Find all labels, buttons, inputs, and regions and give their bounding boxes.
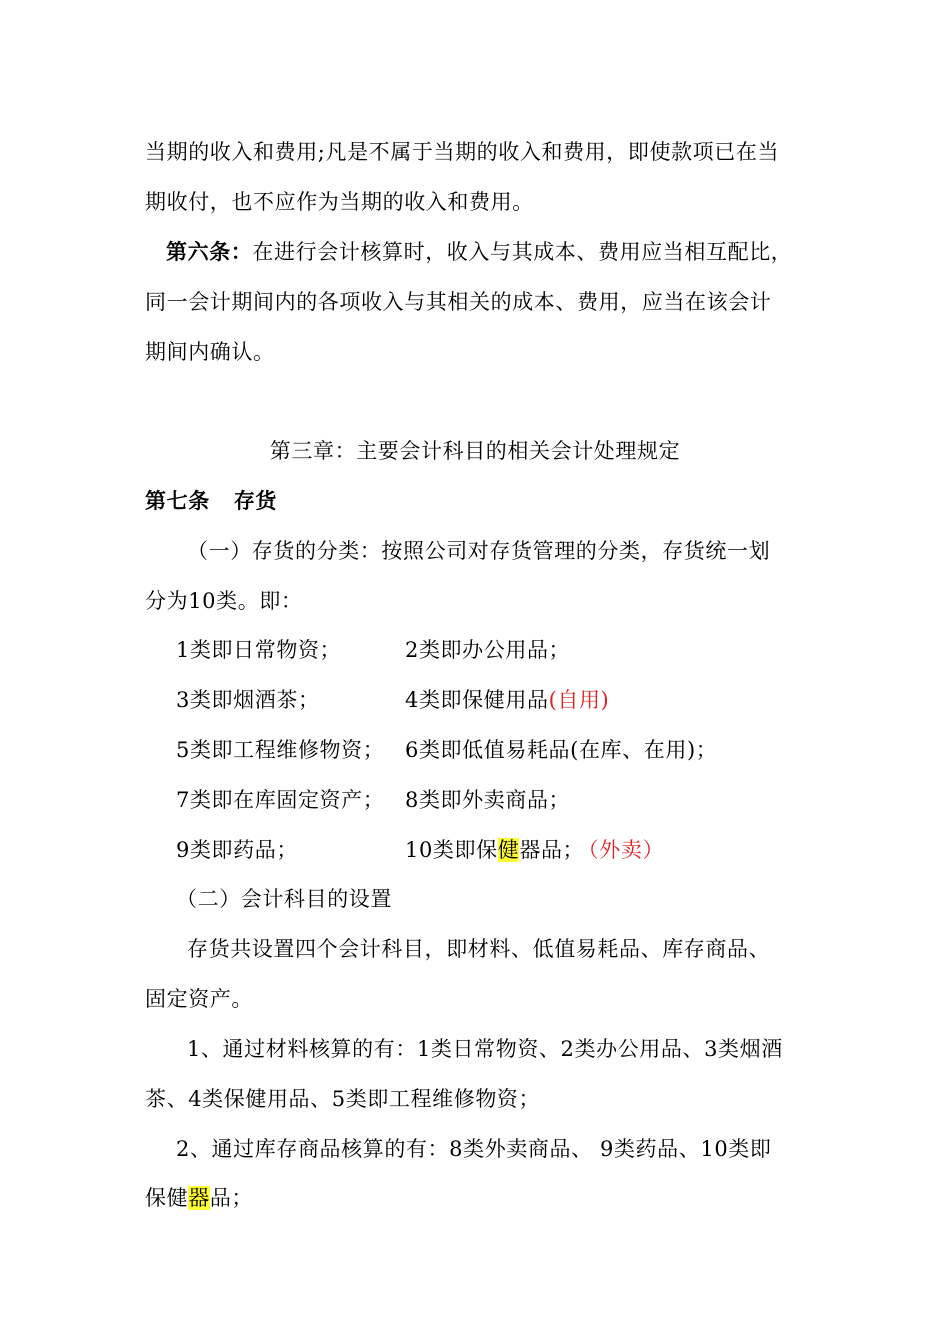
item2-text-b: 品； [209,1186,254,1210]
category-10-highlight: 健 [497,838,520,862]
article6-label: 第六条： [166,239,253,264]
section2-heading: （二）会计科目的设置 [176,887,392,911]
section1-line1: （一）存货的分类：按照公司对存货管理的分类，存货统一划 [187,539,771,563]
item2-highlight: 器 [188,1186,210,1210]
category-8: 8类即外卖商品； [405,788,571,812]
category-2: 2类即办公用品； [405,638,571,662]
item1-line1: 1、通过材料核算的有：1类日常物资、2类办公用品、3类烟酒 [187,1037,783,1061]
article7-heading [145,486,277,516]
para1-line2: 期收付，也不应作为当期的收入和费用。 [145,190,534,214]
category-9: 9类即药品； [176,838,298,862]
item2-text-a: 保健 [145,1186,189,1210]
category-10-text-b: 器品； [519,838,585,862]
category-7: 7类即在库固定资产； [176,788,385,812]
item1-line2: 茶、4类保健用品、5类即工程维修物资； [145,1087,541,1111]
article6-line2: 同一会计期间内的各项收入与其相关的成本、费用，应当在该会计 [145,290,772,314]
article6-line1 [166,237,792,267]
category-1: 1类即日常物资； [176,638,342,662]
category-10 [405,835,664,865]
category-5: 5类即工程维修物资； [176,738,385,762]
item2-line2 [145,1183,253,1213]
category-4-note: (自用) [548,688,610,712]
category-4 [405,685,609,715]
item2-line1: 2、通过库存商品核算的有：8类外卖商品、 9类药品、10类即 [176,1137,772,1161]
article6-text: 在进行会计核算时，收入与其成本、费用应当相互配比， [252,240,793,264]
para1-line1: 当期的收入和费用;凡是不属于当期的收入和费用，即使款项已在当 [145,140,780,164]
category-6: 6类即低值易耗品(在库、在用)； [405,738,718,762]
chapter-title: 第三章：主要会计科目的相关会计处理规定 [269,439,681,463]
article7-title: 存货 [233,488,278,513]
article7-label: 第七条 [145,488,210,513]
category-3: 3类即烟酒茶； [176,688,320,712]
category-10-note: （外卖） [588,838,665,862]
category-4-text: 4类即保健用品 [405,688,549,712]
article6-line3: 期间内确认。 [145,340,275,364]
section1-line2: 分为10类。即： [145,589,303,613]
section2-line2: 固定资产。 [145,987,253,1011]
section2-line1: 存货共设置四个会计科目，即材料、低值易耗品、库存商品、 [187,937,771,961]
category-10-text-a: 10类即保 [405,838,498,862]
